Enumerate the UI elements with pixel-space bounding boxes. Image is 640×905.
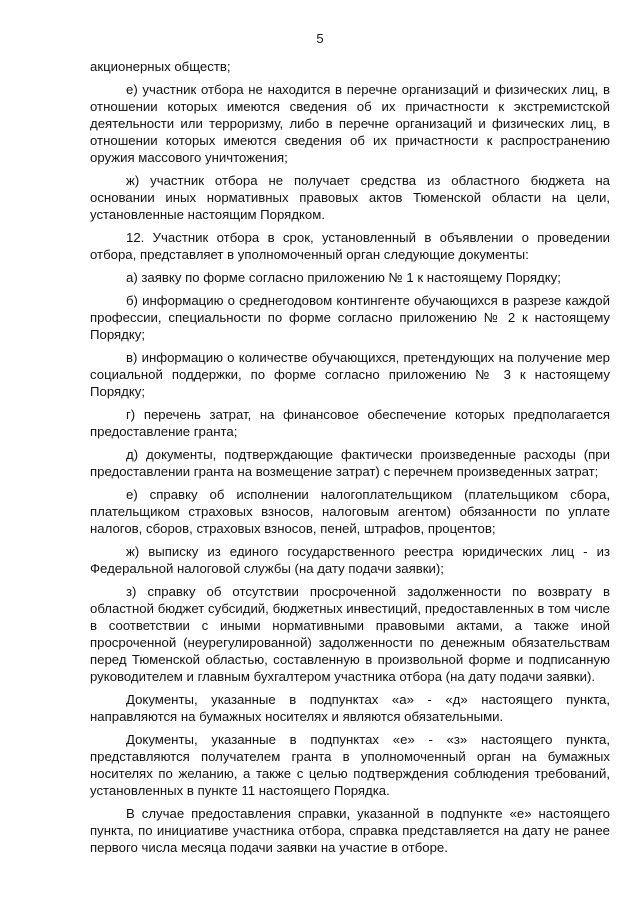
paragraph-doc-z: з) справку об отсутствии просроченной задолженности по возврату в областной бюджет субсидий, бюджетных инвестиций, предоставленных в том числе в соответствии с иными нормативными правовыми актами, а также иной просроченной (неурегулированной) задолженности по денежным обязательствам перед Тюменской областью, составленную в произвольной форме и подписанную руководителем и главным бухгалтером участника отбора (на дату подачи заявки). bbox=[90, 584, 610, 684]
page-number: 5 bbox=[316, 31, 324, 46]
paragraph-optional-docs: Документы, указанные в подпунктах «е» - «з» настоящего пункта, представляются получателем гранта в уполномоченный орган на бумажных носителях по желанию, а также с целью подтверждения соблюдения требований, установленных в пункте 11 настоящего Порядка. bbox=[90, 732, 610, 798]
paragraph-doc-b: б) информацию о среднегодовом контингенте обучающихся в разрезе каждой профессии, специальности по форме согласно приложению № 2 к настоящему Порядку; bbox=[90, 293, 610, 342]
paragraph-clause-12: 12. Участник отбора в срок, установленный в объявлении о проведении отбора, представляет в уполномоченный орган следующие документы: bbox=[90, 230, 610, 262]
paragraph-doc-g: г) перечень затрат, на финансовое обеспечение которых предполагается предоставление гранта; bbox=[90, 407, 610, 439]
paragraph-doc-e: е) справку об исполнении налогоплательщиком (плательщиком сбора, плательщиком страховых взносов, налоговым агентом) обязанности по уплате налогов, сборов, страховых взносов, пеней, штрафов, процентов; bbox=[90, 487, 610, 536]
document-body bbox=[90, 58, 610, 862]
paragraph-doc-zh: ж) выписку из единого государственного реестра юридических лиц - из Федеральной налоговой службы (на дату подачи заявки); bbox=[90, 544, 610, 576]
paragraph-required-docs: Документы, указанные в подпунктах «а» - «д» настоящего пункта, направляются на бумажных носителях и являются обязательными. bbox=[90, 692, 610, 724]
paragraph-doc-v: в) информацию о количестве обучающихся, претендующих на получение мер социальной поддержки, по форме согласно приложению № 3 к настоящему Порядку; bbox=[90, 350, 610, 399]
paragraph-item-zh-budget: ж) участник отбора не получает средства из областного бюджета на основании иных нормативных правовых актов Тюменской области на цели, установленные настоящим Порядком. bbox=[90, 173, 610, 222]
paragraph-doc-a: а) заявку по форме согласно приложению № 1 к настоящему Порядку; bbox=[126, 270, 561, 285]
paragraph-item-e-extremism: е) участник отбора не находится в перечне организаций и физических лиц, в отношении которых имеются сведения об их причастности к экстремистской деятельности или терроризму, либо в перечне организаций и физических лиц, в отношении которых имеются сведения об их причастности к распространению оружия массового уничтожения; bbox=[90, 82, 610, 165]
paragraph-continuation: акционерных обществ; bbox=[90, 59, 231, 74]
paragraph-doc-d: д) документы, подтверждающие фактически произведенные расходы (при предоставлении гранта на возмещение затрат) с перечнем произведенных затрат; bbox=[90, 447, 610, 479]
paragraph-certificate-date: В случае предоставления справки, указанной в подпункте «е» настоящего пункта, по инициативе участника отбора, справка представляется на дату не ранее первого числа месяца подачи заявки на участие в отборе. bbox=[90, 806, 610, 855]
